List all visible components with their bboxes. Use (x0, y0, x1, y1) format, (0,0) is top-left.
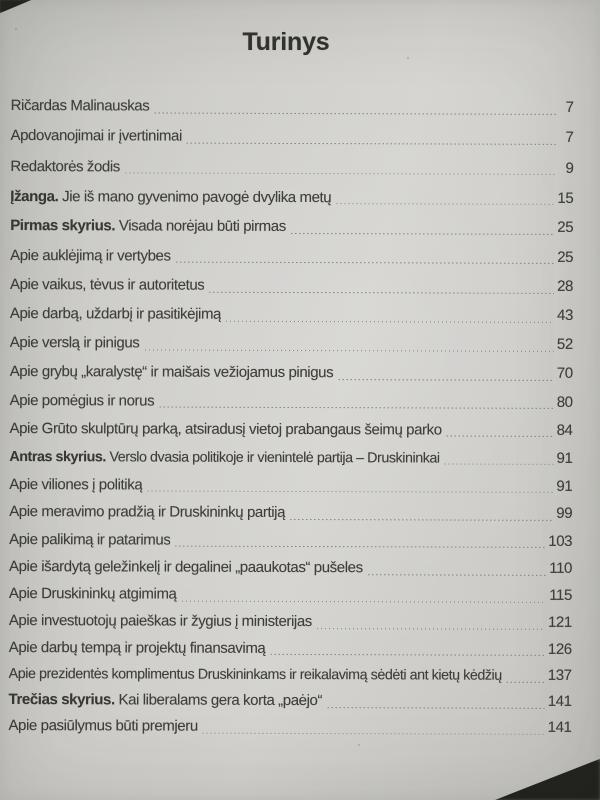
entry-label: Įžanga. Jie iš mano gyvenimo pavogė dvylika metų (10, 187, 332, 206)
toc-entry (9, 420, 572, 441)
toc-entry (9, 531, 572, 552)
entry-page-number: 91 (556, 477, 573, 495)
dot-leader (368, 563, 547, 576)
dot-leader (144, 339, 554, 352)
dot-leader (154, 102, 556, 115)
toc-entry (10, 127, 573, 148)
toc-entry (10, 158, 573, 179)
entry-label: Apie Grūto skulptūrų parką, atsiradusį vietoj prabangaus šeimų parko (9, 419, 442, 439)
toc-entry (9, 639, 572, 660)
entry-label: Ričardas Malinauskas (10, 96, 150, 115)
entry-page-number: 137 (547, 666, 572, 684)
entry-page-number: 141 (547, 693, 572, 711)
entry-page-number: 7 (565, 129, 574, 147)
entry-page-number: 91 (556, 449, 573, 467)
entry-label: Apie vaikus, tėvus ir autoritetus (9, 276, 205, 294)
dot-leader (338, 368, 554, 381)
dot-leader (125, 162, 557, 176)
dot-leader (327, 696, 545, 709)
dot-leader (159, 396, 554, 409)
dot-leader (209, 281, 554, 294)
entry-page-number: 110 (549, 559, 573, 578)
dot-leader (203, 722, 545, 735)
entry-page-number: 121 (547, 613, 572, 631)
toc-entry (9, 448, 572, 469)
entry-page-number: 52 (556, 336, 573, 354)
entry-label: Apie investuotojų paieškas ir žygius į ministerijas (8, 611, 312, 631)
toc-entry (10, 391, 573, 412)
toc-entry (10, 305, 573, 326)
toc-list (8, 0, 574, 800)
toc-entry (9, 585, 572, 606)
entry-chapter-bold: Antras skyrius. (9, 448, 106, 466)
dot-leader (317, 617, 545, 630)
entry-label: Apie Druskininkų atgimimą (8, 585, 177, 603)
entry-page-number: 141 (547, 719, 572, 737)
toc-entry (9, 558, 572, 579)
entry-label: Apie viliones į politiką (9, 475, 143, 494)
entry-page-number: 25 (557, 248, 574, 266)
entry-label: Apie darbų tempą ir projektų finansavimą (8, 638, 266, 657)
toc-entry (9, 691, 572, 712)
entry-page-number: 80 (556, 393, 573, 411)
toc-entry (10, 276, 573, 297)
entry-page-number: 99 (556, 505, 573, 523)
entry-label: Apie darbą, uždarbį ir pasitikėjimą (9, 305, 222, 324)
entry-page-number: 7 (565, 98, 574, 116)
dot-leader (336, 193, 554, 206)
entry-page-number: 9 (565, 159, 574, 177)
toc-entry (10, 363, 573, 384)
dot-leader (445, 453, 554, 465)
dot-leader (176, 251, 555, 264)
entry-label: Redaktorės žodis (10, 157, 120, 175)
dot-leader (226, 310, 554, 323)
entry-page-number: 70 (556, 364, 573, 382)
entry-label: Apie grybų „karalystę“ ir maišais vežiojamus pinigus (9, 362, 334, 382)
dot-leader (187, 132, 557, 145)
entry-page-number: 43 (556, 307, 573, 325)
entry-chapter-bold: Pirmas skyrius. (10, 217, 116, 235)
entry-page-number: 15 (557, 189, 574, 207)
toc-entry (10, 334, 573, 355)
toc-entry (9, 476, 572, 497)
dot-leader (147, 480, 553, 493)
entry-chapter-bold: Įžanga. (10, 187, 59, 205)
toc-title: Turinys (242, 28, 330, 56)
entry-label: Antras skyrius. Verslo dvasia politikoje ir vienintelė partija – Druskininkai (9, 448, 440, 467)
toc-entry (9, 612, 572, 633)
dot-leader (447, 425, 554, 437)
entry-page-number: 84 (556, 421, 573, 439)
entry-page-number: 126 (547, 640, 572, 658)
entry-page-number: 28 (557, 278, 574, 296)
entry-label: Apie meravimo pradžią ir Druskininkų partiją (9, 503, 286, 522)
entry-label: Apie verslą ir pinigus (9, 334, 140, 352)
entry-page-number: 103 (548, 532, 573, 550)
entry-label: Apdovanojimai ir įvertinimai (10, 127, 182, 145)
toc-entry (10, 247, 573, 268)
toc-entry (10, 217, 573, 238)
entry-label: Trečias skyrius. Kai liberalams gera korta „paėjo“ (8, 691, 323, 710)
dot-leader (175, 535, 545, 548)
entry-label: Apie pomėgius ir norus (9, 391, 155, 410)
dot-leader (181, 590, 546, 603)
toc-entry (8, 717, 571, 738)
dot-leader (290, 508, 553, 521)
dot-leader (270, 644, 545, 657)
toc-entry (9, 665, 572, 686)
toc-entry (10, 188, 573, 209)
toc-entry (11, 97, 574, 118)
entry-label: Apie išardytą geležinkelį ir degalinei „paaukotas“ pušeles (8, 558, 363, 577)
dot-leader (507, 671, 545, 683)
entry-chapter-bold: Trečias skyrius. (8, 691, 115, 709)
toc-entry (9, 503, 572, 524)
entry-label: Apie palikimą ir patarimus (9, 530, 171, 549)
entry-page-number: 25 (557, 219, 574, 237)
entry-label: Apie pasiūlymus būti premjeru (8, 717, 198, 735)
dot-leader (291, 222, 555, 235)
entry-page-number: 115 (549, 587, 572, 605)
entry-label: Apie auklėjimą ir vertybes (10, 246, 171, 265)
entry-label: Apie prezidentės komplimentus Druskininkams ir reikalavimą sėdėti ant kietų kėdžių (8, 665, 502, 684)
entry-label: Pirmas skyrius. Visada norėjau būti pirmas (10, 217, 286, 236)
